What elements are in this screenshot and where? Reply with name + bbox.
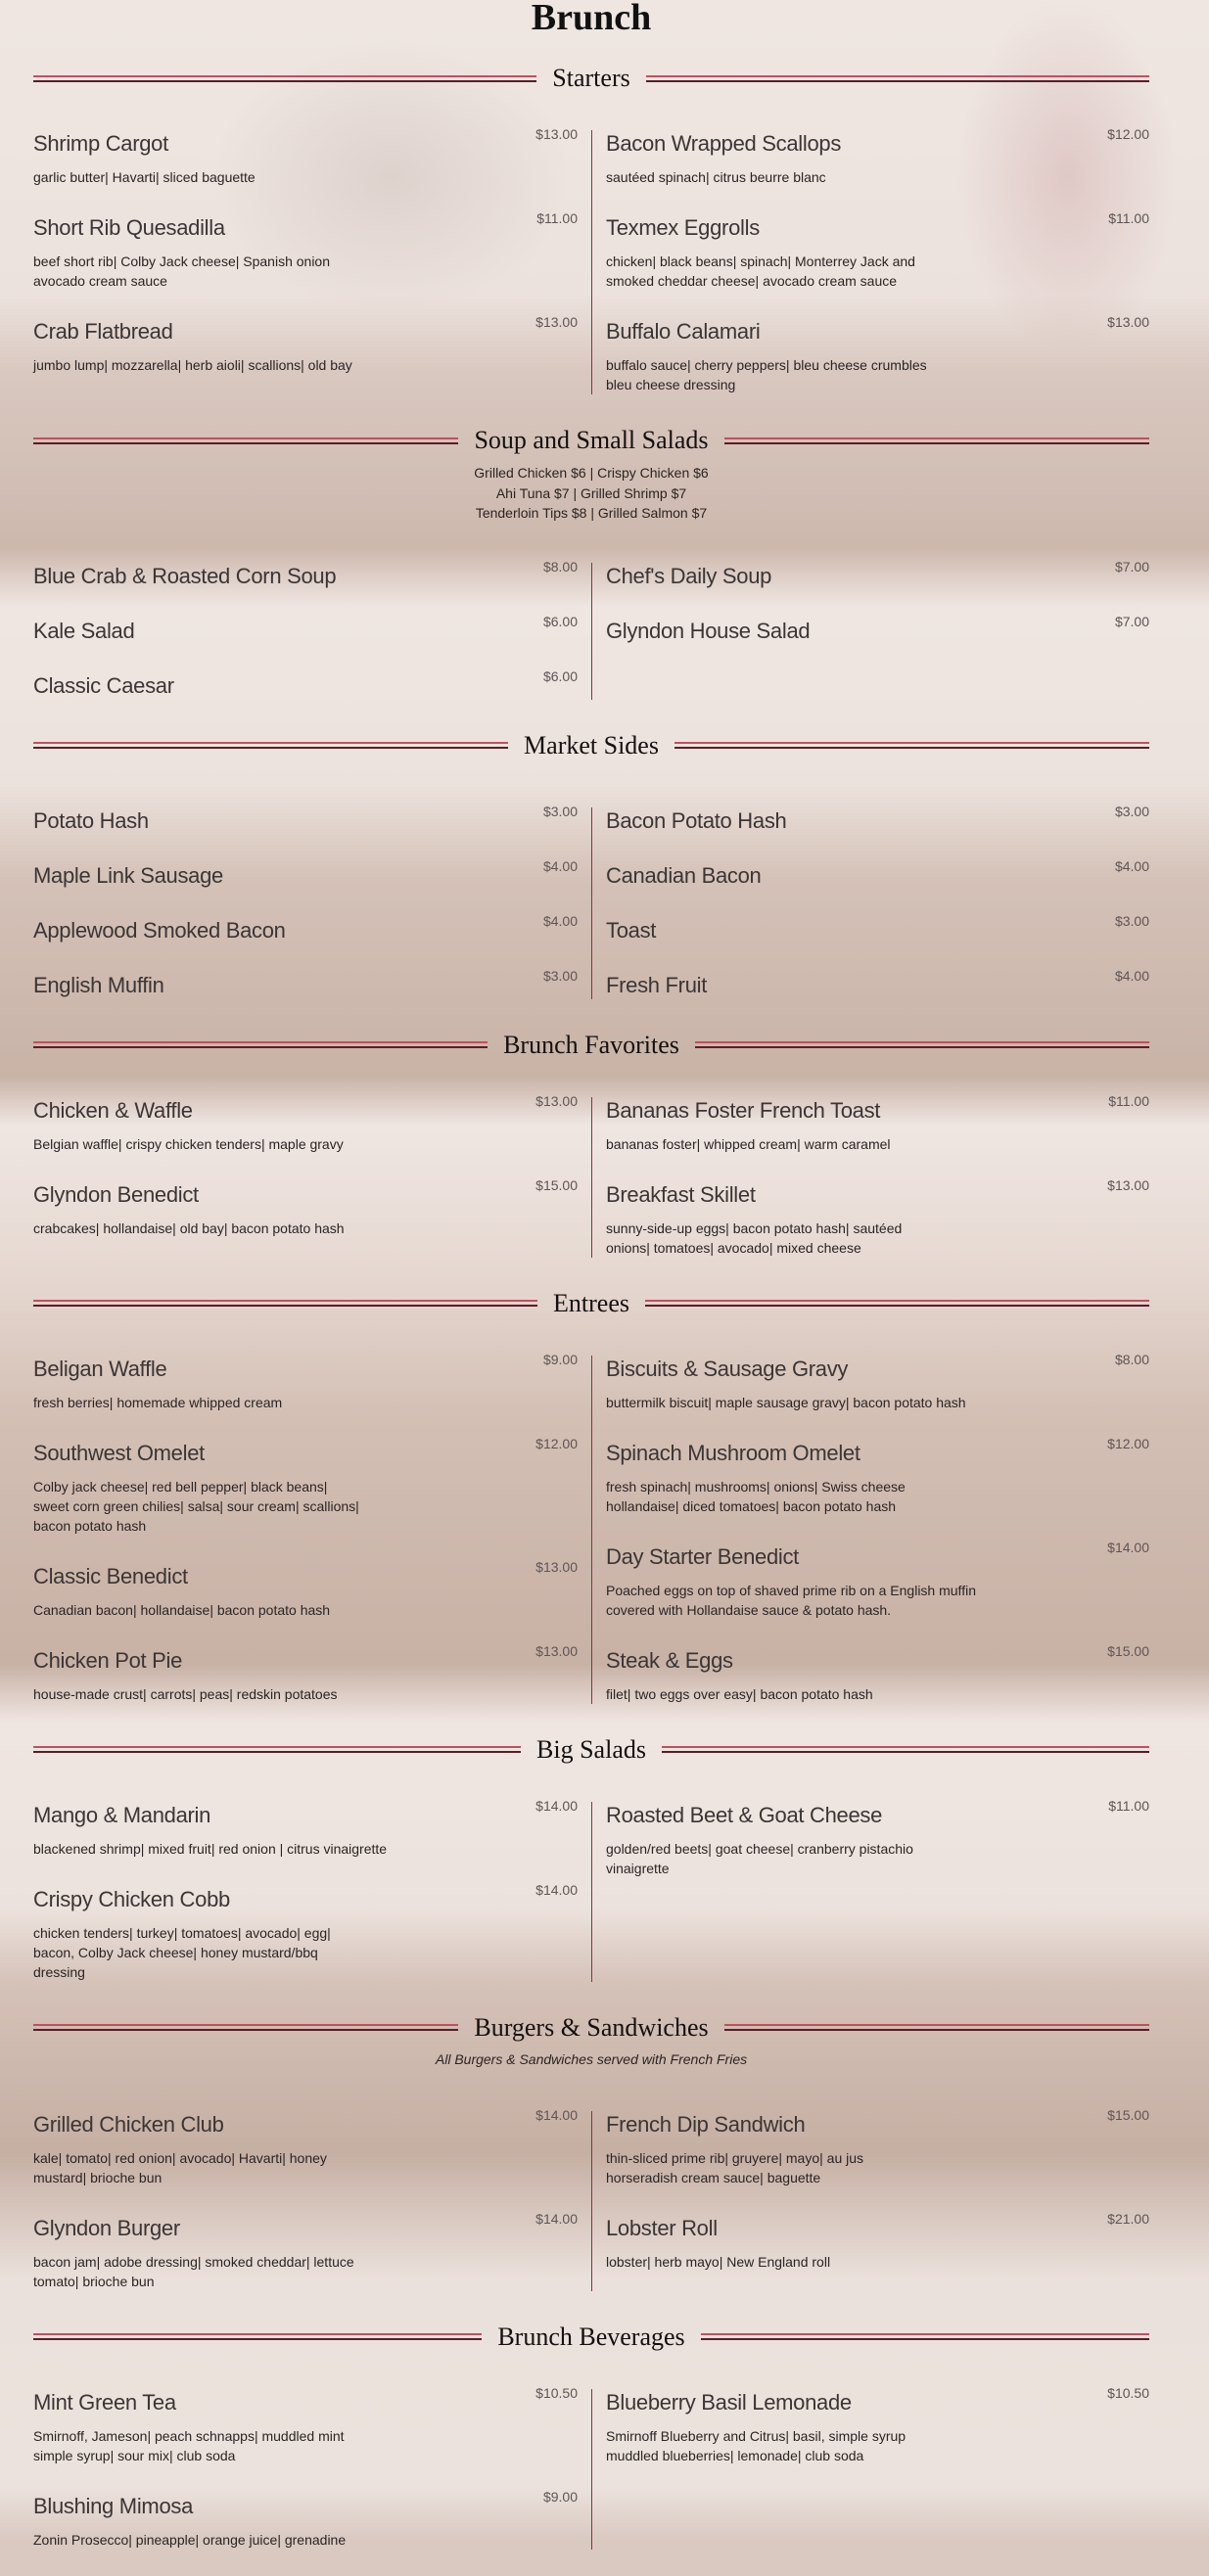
item-description: garlic butter| Havarti| sliced baguette: [33, 169, 256, 185]
item-price: $3.00: [1114, 803, 1149, 819]
item-description: house-made crust| carrots| peas| redskin potatoes: [33, 1685, 338, 1702]
divider-rule: [33, 1746, 521, 1753]
divider-rule: [646, 75, 1149, 82]
item-price: $13.00: [1107, 1176, 1149, 1193]
menu-section: [33, 2008, 1149, 2308]
item-price: $4.00: [1114, 857, 1149, 874]
item-name: Glyndon House Salad: [606, 618, 811, 643]
item-description: chicken| black beans| spinach| Monterrey Jack and smoked cheddar cheese| avocado cream sauce: [606, 253, 915, 289]
item-name: Kale Salad: [33, 618, 135, 643]
divider-rule: [701, 2333, 1149, 2340]
item-name: Bacon Potato Hash: [606, 807, 787, 833]
menu-item: [606, 558, 1149, 590]
menu-item: [606, 967, 1149, 999]
item-description: sautéed spinach| citrus beurre blanc: [606, 169, 826, 185]
menu-section: [33, 2318, 1149, 2566]
item-description: golden/red beets| goat cheese| cranberry pistachio vinaigrette: [606, 1840, 913, 1876]
menu-item: [33, 2106, 578, 2187]
item-description: Zonin Prosecco| pineapple| orange juice| grenadine: [33, 2531, 347, 2548]
item-price: $4.00: [1114, 967, 1149, 984]
right-column: [592, 1797, 1149, 1982]
section-header: [33, 2318, 1149, 2357]
section-header: [33, 1284, 1149, 1323]
item-price: $15.00: [1107, 1642, 1149, 1659]
menu-section: [33, 1730, 1149, 1999]
menu-item: [606, 314, 1149, 394]
item-description: lobster| herb mayo| New England roll: [606, 2253, 831, 2270]
item-name: Toast: [606, 917, 657, 943]
item-name: Mint Green Tea: [33, 2389, 176, 2415]
item-description: thin-sliced prime rib| gruyere| mayo| au jus horseradish cream sauce| baguette: [606, 2149, 864, 2185]
left-column: [33, 1797, 592, 1982]
menu-item: [606, 1539, 1149, 1620]
item-name: French Dip Sandwich: [606, 2111, 806, 2137]
menu-section: [33, 1026, 1149, 1274]
section-title: Entrees: [553, 1288, 629, 1317]
item-description: bananas foster| whipped cream| warm caramel: [606, 1135, 891, 1152]
item-name: Classic Caesar: [33, 672, 174, 698]
item-price: $10.50: [1107, 2384, 1149, 2401]
item-name: Lobster Roll: [606, 2215, 718, 2240]
menu-columns: [33, 781, 1149, 1016]
divider-rule: [33, 742, 508, 749]
menu-columns: [33, 558, 1149, 716]
item-price: $13.00: [535, 1558, 578, 1575]
item-description: buffalo sauce| cherry peppers| bleu cheese crumbles bleu cheese dressing: [606, 357, 927, 392]
right-column: [592, 803, 1149, 999]
right-column: [592, 2384, 1149, 2550]
item-description: blackened shrimp| mixed fruit| red onion | citrus vinaigrette: [33, 1840, 388, 1857]
menu-item: [33, 1435, 578, 1536]
item-description: sunny-side-up eggs| bacon potato hash| sautéed onions| tomatoes| avocado| mixed cheese: [606, 1219, 903, 1256]
item-name: Classic Benedict: [33, 1563, 188, 1588]
item-price: $8.00: [1114, 1351, 1149, 1367]
menu-item: [33, 1092, 578, 1154]
menu-item: [606, 803, 1149, 835]
section-header: [33, 726, 1149, 765]
item-price: $11.00: [1108, 1092, 1149, 1109]
menu-item: [33, 1351, 578, 1412]
addon-line: Tenderloin Tips $8 | Grilled Salmon $7: [475, 505, 708, 521]
item-price: $4.00: [542, 857, 578, 874]
section-header: [33, 59, 1149, 98]
menu-columns: [33, 114, 1149, 411]
item-price: $12.00: [1107, 1435, 1149, 1451]
item-name: Texmex Eggrolls: [606, 215, 760, 240]
addon-line: Grilled Chicken $6 | Crispy Chicken $6: [474, 465, 709, 481]
menu-section: [33, 1284, 1149, 1721]
item-price: $7.00: [1114, 558, 1149, 575]
left-column: [33, 126, 592, 394]
item-name: Glyndon Benedict: [33, 1181, 199, 1207]
item-price: $15.00: [1107, 2106, 1149, 2123]
item-price: $3.00: [542, 967, 578, 984]
menu-item: [606, 912, 1149, 944]
item-description: jumbo lump| mozzarella| herb aioli| scallions| old bay: [33, 357, 352, 373]
item-price: $6.00: [542, 667, 578, 684]
item-name: Blueberry Basil Lemonade: [606, 2389, 852, 2415]
menu-item: [33, 314, 578, 375]
right-column: [592, 558, 1149, 700]
section-title: Brunch Beverages: [497, 2322, 685, 2351]
left-column: [33, 1092, 592, 1258]
item-description: Colby jack cheese| red bell pepper| black beans| sweet corn green chilies| salsa| sour cream| scallions| bacon potato hash: [33, 1478, 359, 1534]
left-column: [33, 2384, 592, 2550]
menu-item: [606, 1176, 1149, 1258]
item-price: $11.00: [536, 210, 578, 226]
item-description: crabcakes| hollandaise| old bay| bacon potato hash: [33, 1219, 345, 1236]
item-price: $13.00: [1107, 314, 1149, 330]
menu-item: [33, 857, 578, 890]
menu-item: [33, 2488, 578, 2550]
divider-rule: [695, 1041, 1149, 1048]
item-name: Potato Hash: [33, 807, 149, 833]
right-column: [592, 126, 1149, 394]
menu-item: [33, 1176, 578, 1238]
item-price: $12.00: [535, 1435, 578, 1451]
menu-item: [33, 1558, 578, 1620]
right-column: [592, 2106, 1149, 2291]
salad-addons: [33, 463, 1149, 524]
addon-line: Ahi Tuna $7 | Grilled Shrimp $7: [495, 484, 687, 501]
item-description: Smirnoff Blueberry and Citrus| basil, simple syrup muddled blueberries| lemonade| club soda: [606, 2427, 907, 2463]
section-title: Market Sides: [524, 730, 659, 759]
menu-columns: [33, 2094, 1149, 2308]
item-price: $21.00: [1107, 2210, 1149, 2227]
item-name: Applewood Smoked Bacon: [33, 917, 286, 943]
menu-item: [33, 967, 578, 999]
right-column: [592, 1351, 1149, 1704]
menu-section: [33, 59, 1149, 411]
menu-item: [33, 2210, 578, 2291]
item-price: $6.00: [542, 613, 578, 629]
item-description: Belgian waffle| crispy chicken tenders| maple gravy: [33, 1135, 344, 1152]
page-title: Brunch: [531, 0, 652, 38]
menu-item: [33, 912, 578, 944]
item-name: Chicken Pot Pie: [33, 1647, 183, 1673]
left-column: [33, 1351, 592, 1704]
section-header: [33, 421, 1149, 460]
item-price: $15.00: [535, 1176, 578, 1193]
menu-columns: [33, 1339, 1149, 1721]
item-price: $11.00: [1108, 1797, 1149, 1814]
item-price: $8.00: [542, 558, 578, 575]
item-name: Glyndon Burger: [33, 2215, 180, 2240]
section-header: [33, 1026, 1149, 1065]
divider-rule: [33, 75, 536, 82]
menu-section: [33, 421, 1149, 716]
item-name: Breakfast Skillet: [606, 1181, 756, 1207]
divider-rule: [33, 437, 458, 444]
item-name: Grilled Chicken Club: [33, 2111, 224, 2137]
menu-item: [33, 1642, 578, 1704]
item-name: Spinach Mushroom Omelet: [606, 1440, 860, 1465]
item-price: $13.00: [535, 126, 578, 142]
item-name: Chef's Daily Soup: [606, 563, 772, 588]
left-column: [33, 803, 592, 999]
divider-rule: [33, 1300, 537, 1307]
item-price: $11.00: [1108, 210, 1149, 226]
menu-item: [33, 803, 578, 835]
section-title: Big Salads: [536, 1734, 646, 1764]
item-price: $13.00: [535, 314, 578, 330]
item-name: Chicken & Waffle: [33, 1097, 193, 1123]
section-title: Starters: [552, 64, 630, 92]
menu-columns: [33, 2372, 1149, 2566]
menu-item: [33, 1797, 578, 1859]
menu-item: [33, 667, 578, 700]
item-price: $7.00: [1114, 613, 1149, 629]
menu-item: [606, 1092, 1149, 1154]
item-name: Shrimp Cargot: [33, 131, 168, 156]
menu-item: [33, 613, 578, 645]
item-price: $13.00: [535, 1092, 578, 1109]
item-price: $4.00: [542, 912, 578, 929]
item-name: Biscuits & Sausage Gravy: [606, 1356, 849, 1381]
item-name: Canadian Bacon: [606, 862, 762, 888]
right-column: [592, 1092, 1149, 1258]
menu-section: [33, 726, 1149, 1016]
menu-item: [606, 613, 1149, 645]
item-price: $9.00: [542, 2488, 578, 2505]
menu-item: [606, 857, 1149, 890]
item-name: Crispy Chicken Cobb: [33, 1886, 230, 1911]
left-column: [33, 558, 592, 700]
item-description: Poached eggs on top of shaved prime rib on a English muffin covered with Hollandaise sauce & potato hash.: [606, 1582, 976, 1618]
item-name: Bacon Wrapped Scallops: [606, 131, 842, 156]
item-price: $12.00: [1107, 126, 1149, 142]
menu-item: [33, 126, 578, 187]
item-price: $13.00: [535, 1642, 578, 1659]
divider-rule: [662, 1746, 1149, 1753]
menu-columns: [33, 1785, 1149, 1999]
section-header: [33, 2008, 1149, 2047]
divider-rule: [724, 437, 1149, 444]
item-description: beef short rib| Colby Jack cheese| Spanish onion avocado cream sauce: [33, 253, 331, 289]
menu-item: [606, 126, 1149, 187]
item-name: Short Rib Quesadilla: [33, 215, 225, 240]
divider-rule: [645, 1300, 1149, 1307]
item-price: $14.00: [1107, 1539, 1149, 1555]
divider-rule: [724, 2024, 1149, 2031]
item-name: Crab Flatbread: [33, 319, 173, 344]
item-description: buttermilk biscuit| maple sausage gravy| bacon potato hash: [606, 1394, 966, 1410]
item-description: chicken tenders| turkey| tomatoes| avocado| egg| bacon, Colby Jack cheese| honey mustard/bbq dressing: [33, 1924, 331, 1980]
divider-rule: [33, 2333, 482, 2340]
item-name: Fresh Fruit: [606, 972, 708, 997]
item-name: Southwest Omelet: [33, 1440, 205, 1465]
section-note: All Burgers & Sandwiches served with French Fries: [435, 2050, 748, 2067]
item-name: Blue Crab & Roasted Corn Soup: [33, 563, 337, 588]
divider-rule: [33, 1041, 488, 1048]
item-name: Blushing Mimosa: [33, 2493, 194, 2518]
item-description: Smirnoff, Jameson| peach schnapps| muddled mint simple syrup| sour mix| club soda: [33, 2427, 345, 2463]
item-name: Beligan Waffle: [33, 1356, 167, 1381]
menu-columns: [33, 1081, 1149, 1274]
item-price: $3.00: [1114, 912, 1149, 929]
menu-item: [606, 1435, 1149, 1516]
menu-item: [33, 1881, 578, 1982]
item-price: $14.00: [535, 1797, 578, 1814]
section-title: Burgers & Sandwiches: [474, 2012, 709, 2042]
item-description: fresh berries| homemade whipped cream: [33, 1394, 283, 1410]
item-name: Bananas Foster French Toast: [606, 1097, 881, 1123]
divider-rule: [33, 2024, 458, 2031]
section-header: [33, 1730, 1149, 1770]
menu-item: [606, 2210, 1149, 2272]
menu-item: [606, 2106, 1149, 2187]
item-price: $10.50: [535, 2384, 578, 2401]
section-title: Brunch Favorites: [503, 1030, 679, 1059]
item-description: kale| tomato| red onion| avocado| Havarti| honey mustard| brioche bun: [33, 2149, 327, 2185]
menu-item: [606, 1642, 1149, 1704]
item-name: Steak & Eggs: [606, 1647, 733, 1673]
item-name: English Muffin: [33, 972, 164, 997]
item-name: Maple Link Sausage: [33, 862, 223, 888]
menu-item: [606, 1351, 1149, 1412]
divider-rule: [674, 742, 1149, 749]
item-name: Mango & Mandarin: [33, 1802, 211, 1827]
item-price: $9.00: [542, 1351, 578, 1367]
menu-item: [606, 210, 1149, 291]
item-name: Day Starter Benedict: [606, 1543, 799, 1569]
item-name: Buffalo Calamari: [606, 319, 761, 344]
item-name: Roasted Beet & Goat Cheese: [606, 1802, 883, 1827]
item-price: $14.00: [535, 1881, 578, 1898]
item-description: fresh spinach| mushrooms| onions| Swiss cheese hollandaise| diced tomatoes| bacon potato hash: [606, 1478, 906, 1514]
left-column: [33, 2106, 592, 2291]
item-price: $14.00: [535, 2210, 578, 2227]
item-price: $3.00: [542, 803, 578, 819]
menu-item: [606, 1797, 1149, 1878]
section-title: Soup and Small Salads: [474, 426, 709, 454]
item-description: Canadian bacon| hollandaise| bacon potato hash: [33, 1601, 331, 1618]
item-description: filet| two eggs over easy| bacon potato hash: [606, 1685, 873, 1702]
menu-item: [33, 558, 578, 590]
item-description: bacon jam| adobe dressing| smoked cheddar| lettuce tomato| brioche bun: [33, 2253, 354, 2289]
menu-item: [33, 2384, 578, 2465]
menu-item: [33, 210, 578, 291]
menu-item: [606, 2384, 1149, 2465]
menu-sections: [33, 59, 1149, 2566]
item-price: $14.00: [535, 2106, 578, 2123]
